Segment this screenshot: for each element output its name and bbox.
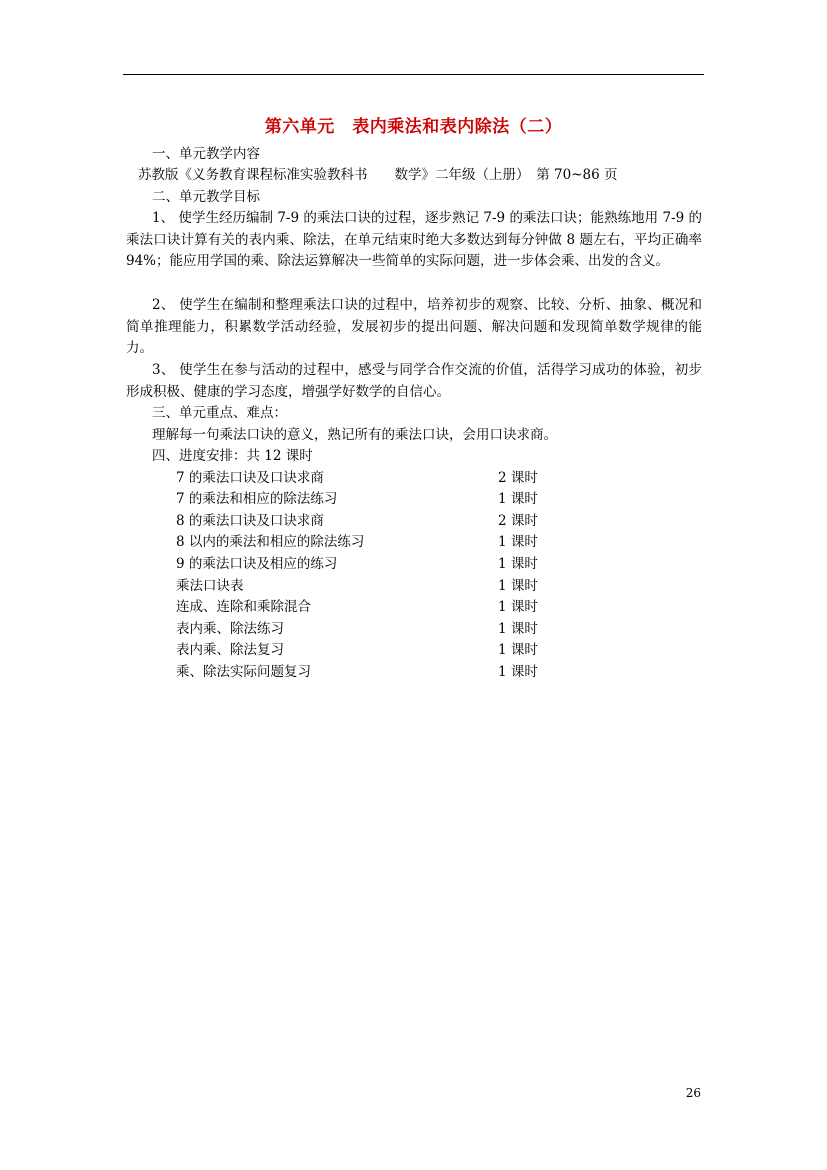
schedule-hours: 1 课时 [498,556,538,572]
schedule-row [176,640,556,662]
schedule-hours: 2 课时 [498,513,538,529]
schedule-item: 8 以内的乘法和相应的除法练习 [176,534,365,550]
section-1-text: 苏教版《义务教育课程标准实验教科书 数学》二年级（上册） 第 70~86 页 [138,167,618,183]
schedule-hours: 1 课时 [498,621,538,637]
schedule-hours: 1 课时 [498,534,538,550]
section-3-heading: 三、单元重点、难点： [152,405,287,421]
schedule-row [176,576,556,598]
schedule-item: 表内乘、除法练习 [176,621,284,637]
page-number: 26 [685,1086,701,1100]
schedule-item: 表内乘、除法复习 [176,642,284,658]
schedule-row [176,468,556,490]
schedule-item: 乘、除法实际问题复习 [176,664,311,680]
schedule-hours: 1 课时 [498,578,538,594]
section-4-heading: 四、进度安排：共 12 课时 [152,448,313,464]
schedule-row [176,597,556,619]
schedule-row [176,662,556,684]
header-rule [123,74,704,75]
goal-3: 3、 使学生在参与活动的过程中，感受与同学合作交流的价值，活得学习成功的体验，初步形成积极、健康的学习态度，增强学好数学的自信心。 [126,362,702,400]
schedule-row [176,511,556,533]
schedule-row [176,532,556,554]
schedule-hours: 1 课时 [498,599,538,615]
schedule-hours: 1 课时 [498,491,538,507]
goal-2: 2、 使学生在编制和整理乘法口诀的过程中，培养初步的观察、比较、分析、抽象、概况和简单推理能力，积累数学活动经验，发展初步的提出问题、解决问题和发现简单数学规律的能力。 [126,297,702,357]
schedule-hours: 1 课时 [498,664,538,680]
schedule-hours: 2 课时 [498,470,538,486]
schedule-item: 8 的乘法口诀及口诀求商 [176,513,324,529]
schedule-item: 7 的乘法口诀及口诀求商 [176,470,324,486]
schedule-item: 7 的乘法和相应的除法练习 [176,491,338,507]
schedule-item: 乘法口诀表 [176,578,244,594]
schedule-row [176,489,556,511]
schedule-item: 连成、连除和乘除混合 [176,599,311,615]
schedule-row [176,619,556,641]
section-2-heading: 二、单元教学目标 [152,189,260,205]
schedule-item: 9 的乘法口诀及相应的练习 [176,556,338,572]
schedule-hours: 1 课时 [498,642,538,658]
section-1-heading: 一、单元教学内容 [152,146,260,162]
goal-1: 1、 使学生经历编制 7-9 的乘法口诀的过程，逐步熟记 7-9 的乘法口诀；能熟练地用 7-9 的乘法口诀计算有关的表内乘、除法，在单元结束时绝大多数达到每分钟做 8 题左右，平均正确率 94%；能应用学国的乘、除法运算解决一些简单的实际问题，进一步体会乘、出发的含义。 [126,210,702,270]
page-title: 第六单元 表内乘法和表内除法（二） [264,117,563,137]
section-3-text: 理解每一句乘法口诀的意义，熟记所有的乘法口诀，会用口诀求商。 [152,427,557,443]
schedule-row [176,554,556,576]
